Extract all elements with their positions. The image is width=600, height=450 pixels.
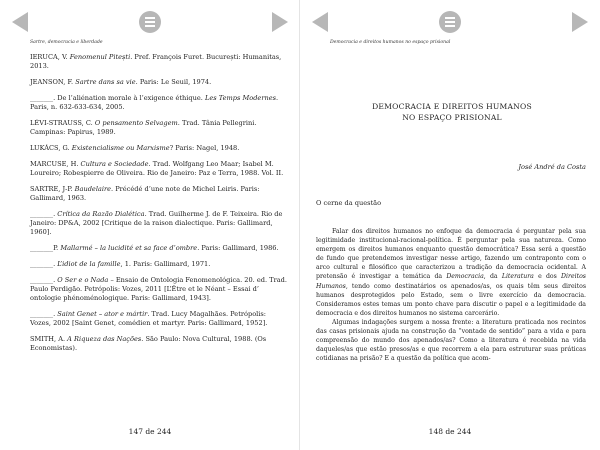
- right-page: [300, 0, 600, 450]
- reference-entry: LÉVI-STRAUSS, C. O pensamento Selvagem. Trad. Tânia Pellegrini. Campinas: Papirus, 1989.: [30, 119, 257, 136]
- page-number: 147 de 244: [128, 427, 172, 436]
- menu-icon[interactable]: [139, 11, 161, 33]
- reference-entry: IERUCA, V. Fenomenul Pitești. Pref. François Furet. București: Humanitas, 2013.: [30, 53, 282, 70]
- next-page-arrow-icon[interactable]: [272, 12, 288, 32]
- paragraph: Algumas indagações surgem a nossa frente: a literatura praticada nos recintos das casas prisionais ajuda na construção da “vontade de sentido” para a vida e para compreensão do mundo dos apenados/as? Como a literatura é recebida na vida daqueles/as que estão presos/as e que recorrem a ela para estruturar suas práticas cotidianas na prisão? E a questão da política que acom-: [316, 318, 586, 363]
- body-text: [316, 227, 586, 363]
- next-page-arrow-icon[interactable]: [572, 12, 588, 32]
- right-nav-bar: [300, 9, 600, 35]
- reference-entry: _______. O Ser e o Nada – Ensaio de Ontologia Fenomenológica. 20. ed. Trad. Paulo Perdigão. Petrópolis: Vozes, 2011 [L’Être et le Néant – Essai d’ ontologie phénoménologique. Paris: Gallimard, 1943].: [30, 276, 287, 302]
- reference-entry: _______. Crítica da Razão Dialética. Trad. Guilherme J. de F. Teixeira. Rio de Janeiro: DP&A, 2002 [Critique de la raison dialectique. Paris: Gallimard, 1960].: [30, 210, 283, 236]
- menu-icon[interactable]: [439, 11, 461, 33]
- article-title: [330, 101, 574, 123]
- left-nav-bar: [0, 9, 300, 35]
- reference-entry: _______P. Mallarmé – la lucidité et sa face d’ombre. Paris: Gallimard, 1986.: [30, 244, 279, 252]
- reference-entry: SARTRE, J-P. Baudelaire. Précédé d’une note de Michel Leiris. Paris: Gallimard, 1963.: [30, 185, 260, 202]
- reference-entry: _______. De l’aliénation morale à l’exigence éthique. Les Temps Modernes. Paris, n. 632-633-634, 2005.: [30, 94, 279, 111]
- running-header: Democracia e direitos humanos no espaço prisional: [330, 40, 451, 45]
- reference-entry: _______. L’idiot de la famille, 1. Paris: Gallimard, 1971.: [30, 260, 211, 268]
- reference-entry: _______. Saint Genet – ator e mártir. Trad. Lucy Magalhães. Petrópolis: Vozes, 2002 [Saint Genet, comédien et martyr. Paris: Gallimard, 1952].: [30, 310, 268, 327]
- running-header: Sartre, democracia e liberdade: [30, 40, 103, 45]
- author-name: José André da Costa: [518, 163, 586, 171]
- article-title-line: DEMOCRACIA E DIREITOS HUMANOS: [372, 102, 532, 111]
- reference-entry: SMITH, A. A Riqueza das Nações. São Paulo: Nova Cultural, 1988. (Os Economistas).: [30, 335, 267, 352]
- section-heading: O cerne da questão: [316, 199, 382, 207]
- reference-list: [30, 53, 288, 360]
- previous-page-arrow-icon[interactable]: [12, 12, 28, 32]
- reference-entry: MARCUSE, H. Cultura e Sociedade. Trad. Wolfgang Leo Maar; Isabel M. Loureiro; Robespierre de Oliveira. Rio de Janeiro: Paz e Terra, 1988. Vol. II.: [30, 160, 284, 177]
- page-number: 148 de 244: [428, 427, 472, 436]
- reference-entry: JEANSON, F. Sartre dans sa vie. Paris: Le Seuil, 1974.: [30, 78, 212, 86]
- reference-entry: LUKÁCS, G. Existencialisme ou Marxisme? Paris: Nagel, 1948.: [30, 144, 240, 152]
- paragraph: Falar dos direitos humanos no enfoque da democracia é perguntar pela sua legitimidade institucional-racional-política. É perguntar pela sua natureza. Como emergem os direitos humanos enquanto questão democrática? Essa será a questão de fundo que pretendemos investigar nesse artigo, fazendo um contraponto com o arco cultural e filosófico que caracterizou a tradição da democracia ocidental. A pretensão é investigar a temática da Democracia, da Literatura e dos Direitos Humanos, tendo como destinatários os apenados/as, os quais têm seus direitos humanos desprotegidos pelo Estado, sem o livre exercício da democracia. Consideramos estes temas um ponto chave para discutir o papel e a legitimidade da democracia e dos direitos humanos no sistema carcerário.: [316, 228, 586, 317]
- previous-page-arrow-icon[interactable]: [312, 12, 328, 32]
- article-title-line: NO ESPAÇO PRISIONAL: [402, 113, 502, 122]
